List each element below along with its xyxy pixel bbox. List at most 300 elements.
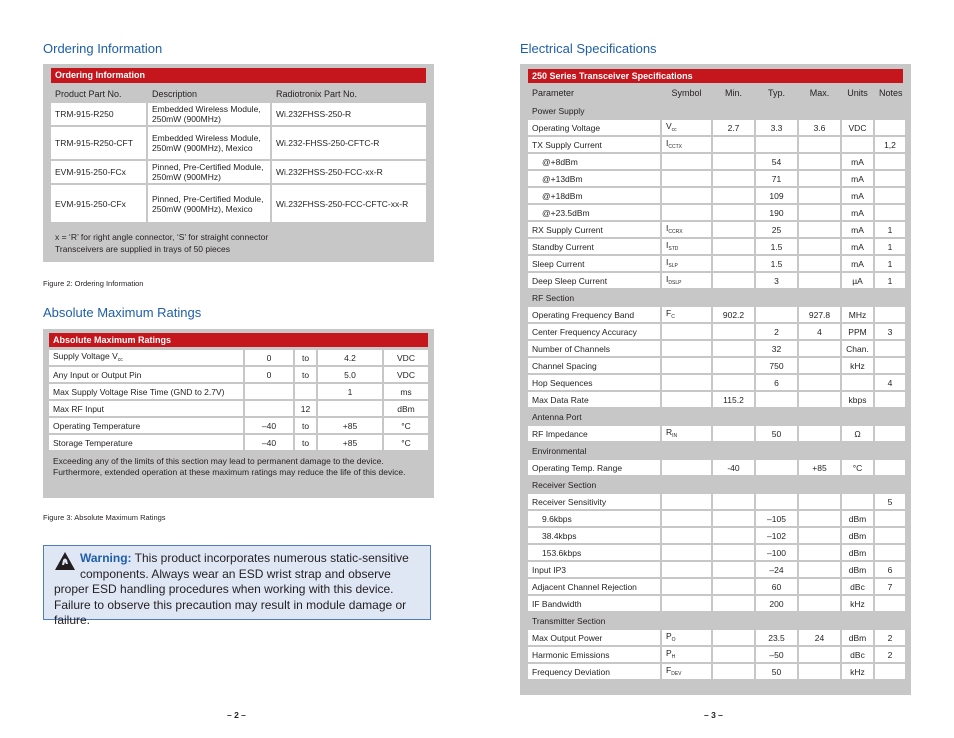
spec-min-cell: 2.7 <box>713 120 754 135</box>
spec-param-cell: @+18dBm <box>528 188 660 203</box>
spec-typ-cell: 1.5 <box>756 256 797 271</box>
spec-max-cell <box>799 528 840 543</box>
spec-notes-cell: 1,2 <box>875 137 905 152</box>
spec-max-cell <box>799 647 840 662</box>
spec-max-cell <box>799 358 840 373</box>
spec-min-cell <box>713 324 754 339</box>
spec-min-cell <box>713 545 754 560</box>
absmax-param-cell <box>49 367 243 382</box>
spec-max-cell <box>799 341 840 356</box>
symbol-cell <box>662 562 711 577</box>
spec-section-row <box>528 103 905 118</box>
spec-min-cell <box>713 528 754 543</box>
symbol-text: F <box>666 307 672 318</box>
spec-max-cell <box>799 426 840 441</box>
symbol-cell <box>662 256 711 271</box>
symbol-cell <box>662 154 711 169</box>
spec-min-cell <box>713 154 754 169</box>
spec-header-cell: Typ. <box>767 88 785 98</box>
absmax-param-text: Supply Voltage V <box>53 350 118 361</box>
ordering-table <box>49 84 428 224</box>
spec-section-row <box>528 443 905 458</box>
spec-units-cell: kHz <box>842 596 873 611</box>
spec-notes-cell: 7 <box>875 579 905 594</box>
spec-typ-cell: 1.5 <box>756 239 797 254</box>
spec-typ-cell: 6 <box>756 375 797 390</box>
absmax-to-cell <box>295 384 316 399</box>
spec-section-label: Environmental <box>532 445 587 456</box>
ordering-cell: Wi.232FHSS-250-FCC-CFTC-xx-R <box>272 185 426 222</box>
symbol-subscript: C <box>671 313 675 320</box>
absmax-row <box>49 401 428 416</box>
absmax-min-cell <box>245 384 293 399</box>
spec-param-cell: 153.6kbps <box>528 545 660 560</box>
spec-notes-cell: 3 <box>875 324 905 339</box>
spec-row <box>528 239 905 254</box>
spec-min-cell <box>713 273 754 288</box>
spec-param-cell: Sleep Current <box>528 256 660 271</box>
spec-row <box>528 545 905 560</box>
spec-max-cell: 4 <box>799 324 840 339</box>
spec-max-cell <box>799 273 840 288</box>
spec-row <box>528 205 905 220</box>
absmax-unit-cell: °C <box>384 435 428 450</box>
spec-param-cell: @+8dBm <box>528 154 660 169</box>
absmax-param-text: Any Input or Output Pin <box>53 369 142 380</box>
spec-notes-cell: 1 <box>875 256 905 271</box>
spec-max-cell <box>799 205 840 220</box>
spec-row <box>528 460 905 475</box>
symbol-subscript: SLP <box>668 262 678 269</box>
spec-max-cell <box>799 222 840 237</box>
spec-param-cell: 9.6kbps <box>528 511 660 526</box>
spec-max-cell <box>799 171 840 186</box>
spec-units-cell: Ω <box>842 426 873 441</box>
spec-param-cell: Center Frequency Accuracy <box>528 324 660 339</box>
spec-param-cell: RX Supply Current <box>528 222 660 237</box>
spec-max-cell <box>799 494 840 509</box>
spec-units-cell <box>842 494 873 509</box>
absmax-unit-cell: dBm <box>384 401 428 416</box>
spec-max-cell <box>799 392 840 407</box>
spec-units-cell: mA <box>842 154 873 169</box>
spec-notes-cell <box>875 154 905 169</box>
absmax-max-cell <box>318 401 382 416</box>
spec-typ-cell <box>756 307 797 322</box>
symbol-cell <box>662 460 711 475</box>
absmax-to-cell: 12 <box>295 401 316 416</box>
spec-row <box>528 137 905 152</box>
spec-min-cell <box>713 358 754 373</box>
spec-notes-cell <box>875 460 905 475</box>
spec-row <box>528 596 905 611</box>
spec-header-cell: Symbol <box>671 88 702 98</box>
absmax-param-cell <box>49 435 243 450</box>
symbol-cell <box>662 494 711 509</box>
spec-max-cell <box>799 545 840 560</box>
spec-param-cell: Hop Sequences <box>528 375 660 390</box>
absmax-row <box>49 367 428 382</box>
spec-param-cell: Receiver Sensitivity <box>528 494 660 509</box>
spec-notes-cell <box>875 188 905 203</box>
spec-param-cell: Standby Current <box>528 239 660 254</box>
ordering-cell: Embedded Wireless Module, 250mW (900MHz), Mexico <box>148 127 270 159</box>
ordering-header-cell: Description <box>152 88 198 99</box>
spec-notes-cell: 2 <box>875 647 905 662</box>
absmax-max-cell: +85 <box>318 418 382 433</box>
spec-header-cell: Notes <box>879 88 903 98</box>
absmax-title: Absolute Maximum Ratings <box>43 305 202 320</box>
symbol-cell <box>662 324 711 339</box>
absmax-table-box <box>43 329 434 498</box>
ordering-row <box>51 127 426 159</box>
spec-param-cell: Number of Channels <box>528 341 660 356</box>
spec-units-cell: dBc <box>842 579 873 594</box>
spec-min-cell <box>713 137 754 152</box>
absmax-unit-cell: ms <box>384 384 428 399</box>
absmax-param-text: Storage Temperature <box>53 437 133 448</box>
spec-typ-cell: 190 <box>756 205 797 220</box>
spec-typ-cell: –102 <box>756 528 797 543</box>
spec-notes-cell <box>875 120 905 135</box>
absmax-param-subscript: cc <box>117 356 123 363</box>
spec-notes-cell <box>875 358 905 373</box>
spec-section-label: Receiver Section <box>532 479 597 490</box>
spec-typ-cell: 109 <box>756 188 797 203</box>
spec-notes-cell <box>875 596 905 611</box>
spec-row <box>528 256 905 271</box>
spec-min-cell <box>713 188 754 203</box>
absmax-unit-cell: VDC <box>384 350 428 365</box>
symbol-text: I <box>666 256 669 267</box>
esd-warning-box <box>43 545 431 627</box>
spec-row <box>528 188 905 203</box>
absmax-max-cell: 1 <box>318 384 382 399</box>
spec-notes-cell <box>875 307 905 322</box>
spec-section-label: RF Section <box>532 292 575 303</box>
spec-param-cell: Max Data Rate <box>528 392 660 407</box>
spec-notes-cell: 1 <box>875 222 905 237</box>
symbol-subscript: DSLP <box>668 279 682 286</box>
spec-param-cell: @+13dBm <box>528 171 660 186</box>
figure-3-caption: Figure 3: Absolute Maximum Ratings <box>43 513 166 522</box>
spec-units-cell: kHz <box>842 358 873 373</box>
spec-section-label: Transmitter Section <box>532 615 606 626</box>
absmax-min-cell: –40 <box>245 435 293 450</box>
symbol-subscript: CCRX <box>668 228 683 235</box>
spec-min-cell <box>713 647 754 662</box>
spec-min-cell <box>713 222 754 237</box>
ordering-header-cell: Product Part No. <box>55 88 122 99</box>
spec-notes-cell: 2 <box>875 630 905 645</box>
symbol-subscript: DEV <box>671 670 682 677</box>
spec-typ-cell: 3 <box>756 273 797 288</box>
ordering-note-1: x = ‘R’ for right angle connector, ‘S’ for straight connector <box>55 232 269 242</box>
electrical-spec-title: Electrical Specifications <box>520 41 657 56</box>
spec-param-cell: Operating Temp. Range <box>528 460 660 475</box>
absmax-min-cell: –40 <box>245 418 293 433</box>
spec-max-cell <box>799 596 840 611</box>
absmax-row <box>49 350 428 365</box>
spec-min-cell: 902.2 <box>713 307 754 322</box>
spec-row <box>528 273 905 288</box>
spec-min-cell <box>713 596 754 611</box>
spec-notes-cell <box>875 392 905 407</box>
spec-section-row <box>528 613 905 628</box>
symbol-cell <box>662 375 711 390</box>
spec-typ-cell: 25 <box>756 222 797 237</box>
spec-max-cell: +85 <box>799 460 840 475</box>
ordering-header-cell: Radiotronix Part No. <box>276 88 358 99</box>
spec-typ-cell: –24 <box>756 562 797 577</box>
spec-max-cell: 24 <box>799 630 840 645</box>
ordering-cell: Pinned, Pre-Certified Module, 250mW (900MHz), Mexico <box>148 185 270 222</box>
ordering-cell: Wi.232FHSS-250-FCC-xx-R <box>272 161 426 183</box>
spec-max-cell <box>799 511 840 526</box>
spec-min-cell <box>713 239 754 254</box>
ordering-cell: EVM-915-250-FCx <box>51 161 146 183</box>
spec-min-cell <box>713 664 754 679</box>
spec-max-cell <box>799 137 840 152</box>
symbol-text: F <box>666 664 672 675</box>
spec-units-cell: dBm <box>842 511 873 526</box>
spec-units-cell: µA <box>842 273 873 288</box>
ordering-cell: TRM-915-R250-CFT <box>51 127 146 159</box>
spec-min-cell <box>713 341 754 356</box>
spec-max-cell: 927.8 <box>799 307 840 322</box>
absmax-param-cell <box>49 418 243 433</box>
ordering-header-row <box>51 86 426 101</box>
spec-typ-cell: 60 <box>756 579 797 594</box>
figure-2-caption: Figure 2: Ordering Information <box>43 279 144 288</box>
symbol-text: I <box>666 273 669 284</box>
symbol-subscript: O <box>671 636 676 643</box>
symbol-cell <box>662 188 711 203</box>
spec-max-cell <box>799 256 840 271</box>
symbol-text: I <box>666 222 669 233</box>
symbol-cell <box>662 528 711 543</box>
spec-param-cell: Operating Voltage <box>528 120 660 135</box>
absmax-param-cell <box>49 350 243 365</box>
page-number-left: – 2 – <box>227 710 246 720</box>
spec-typ-cell: 750 <box>756 358 797 373</box>
spec-typ-cell: 71 <box>756 171 797 186</box>
absmax-to-cell: to <box>295 367 316 382</box>
spec-row <box>528 511 905 526</box>
spec-min-cell <box>713 426 754 441</box>
spec-max-cell <box>799 579 840 594</box>
symbol-text: I <box>666 239 669 250</box>
spec-min-cell <box>713 375 754 390</box>
spec-units-cell: PPM <box>842 324 873 339</box>
spec-notes-cell <box>875 511 905 526</box>
symbol-text: R <box>666 426 673 437</box>
spec-param-cell: RF Impedance <box>528 426 660 441</box>
spec-min-cell <box>713 494 754 509</box>
spec-param-cell: Channel Spacing <box>528 358 660 373</box>
spec-row <box>528 494 905 509</box>
spec-notes-cell <box>875 664 905 679</box>
spec-min-cell <box>713 171 754 186</box>
absmax-to-cell: to <box>295 435 316 450</box>
symbol-cell <box>662 596 711 611</box>
spec-row <box>528 324 905 339</box>
spec-max-cell <box>799 664 840 679</box>
spec-typ-cell: 50 <box>756 664 797 679</box>
absmax-param-cell <box>49 384 243 399</box>
spec-min-cell: -40 <box>713 460 754 475</box>
spec-min-cell <box>713 630 754 645</box>
absmax-max-cell: 5.0 <box>318 367 382 382</box>
spec-max-cell <box>799 562 840 577</box>
spec-row <box>528 341 905 356</box>
symbol-cell <box>662 239 711 254</box>
spec-param-cell: Deep Sleep Current <box>528 273 660 288</box>
spec-section-row <box>528 290 905 305</box>
ordering-cell: Wi.232-FHSS-250-CFTC-R <box>272 127 426 159</box>
absmax-param-text: Max Supply Voltage Rise Time (GND to 2.7V) <box>53 386 225 397</box>
spec-row <box>528 120 905 135</box>
spec-units-cell: °C <box>842 460 873 475</box>
spec-table-box <box>520 64 911 695</box>
spec-row <box>528 392 905 407</box>
spec-row <box>528 358 905 373</box>
absmax-max-cell: +85 <box>318 435 382 450</box>
page-number-right: – 3 – <box>704 710 723 720</box>
ordering-row <box>51 103 426 125</box>
spec-section-label: Power Supply <box>532 105 585 116</box>
spec-param-cell: 38.4kbps <box>528 528 660 543</box>
spec-notes-cell: 1 <box>875 273 905 288</box>
spec-typ-cell: –100 <box>756 545 797 560</box>
spec-max-cell <box>799 239 840 254</box>
spec-units-cell <box>842 137 873 152</box>
warning-label: Warning: <box>80 551 132 565</box>
spec-max-cell <box>799 375 840 390</box>
spec-param-cell: IF Bandwidth <box>528 596 660 611</box>
spec-typ-cell <box>756 494 797 509</box>
spec-max-cell <box>799 188 840 203</box>
spec-typ-cell: 23.5 <box>756 630 797 645</box>
absmax-min-cell <box>245 401 293 416</box>
symbol-subscript: STD <box>668 245 679 252</box>
spec-table-title: 250 Series Transceiver Specifications <box>528 69 903 83</box>
symbol-cell <box>662 579 711 594</box>
spec-typ-cell: 3.3 <box>756 120 797 135</box>
spec-max-cell: 3.6 <box>799 120 840 135</box>
ordering-cell: EVM-915-250-CFx <box>51 185 146 222</box>
spec-units-cell: mA <box>842 205 873 220</box>
esd-warning-icon <box>54 551 76 571</box>
symbol-subscript: CCTX <box>668 143 682 150</box>
absmax-unit-cell: °C <box>384 418 428 433</box>
absmax-table-title: Absolute Maximum Ratings <box>49 333 428 347</box>
spec-row <box>528 171 905 186</box>
spec-header-cell: Max. <box>809 88 830 98</box>
absmax-to-cell: to <box>295 350 316 365</box>
spec-notes-cell <box>875 205 905 220</box>
spec-units-cell <box>842 375 873 390</box>
spec-notes-cell: 6 <box>875 562 905 577</box>
ordering-cell: Pinned, Pre-Certified Module, 250mW (900MHz) <box>148 161 270 183</box>
spec-typ-cell: –105 <box>756 511 797 526</box>
spec-min-cell <box>713 511 754 526</box>
absmax-row <box>49 384 428 399</box>
spec-typ-cell <box>756 137 797 152</box>
spec-header-cell: Parameter <box>532 88 575 98</box>
spec-notes-cell <box>875 528 905 543</box>
spec-units-cell: dBm <box>842 545 873 560</box>
spec-param-cell: Input IP3 <box>528 562 660 577</box>
spec-row <box>528 154 905 169</box>
spec-units-cell: dBm <box>842 562 873 577</box>
ordering-cell: Wi.232FHSS-250-R <box>272 103 426 125</box>
spec-param-cell: Harmonic Emissions <box>528 647 660 662</box>
symbol-subscript: cc <box>671 126 677 133</box>
ordering-table-box <box>43 64 434 262</box>
absmax-min-cell: 0 <box>245 350 293 365</box>
spec-row <box>528 375 905 390</box>
symbol-text: P <box>666 647 672 658</box>
symbol-cell <box>662 222 711 237</box>
spec-typ-cell: 50 <box>756 426 797 441</box>
spec-typ-cell: 2 <box>756 324 797 339</box>
absmax-param-cell <box>49 401 243 416</box>
spec-units-cell: dBm <box>842 528 873 543</box>
spec-min-cell <box>713 256 754 271</box>
symbol-subscript: IN <box>672 432 678 439</box>
spec-units-cell: dBc <box>842 647 873 662</box>
spec-notes-cell <box>875 341 905 356</box>
symbol-cell <box>662 647 711 662</box>
spec-row <box>528 222 905 237</box>
spec-typ-cell <box>756 392 797 407</box>
spec-notes-cell: 1 <box>875 239 905 254</box>
symbol-cell <box>662 511 711 526</box>
spec-section-label: Antenna Port <box>532 411 582 422</box>
symbol-cell <box>662 307 711 322</box>
spec-units-cell: kbps <box>842 392 873 407</box>
symbol-text: P <box>666 630 672 641</box>
spec-typ-cell <box>756 460 797 475</box>
symbol-cell <box>662 392 711 407</box>
absmax-table <box>47 348 430 452</box>
spec-param-cell: Operating Frequency Band <box>528 307 660 322</box>
spec-row <box>528 562 905 577</box>
spec-notes-cell: 5 <box>875 494 905 509</box>
absmax-note: Exceeding any of the limits of this section may lead to permanent damage to the device. Furthermore, extended operation at these maximum ratings may reduce the life of this device. <box>53 456 406 477</box>
spec-row <box>528 630 905 645</box>
symbol-text: V <box>666 120 672 131</box>
spec-units-cell: kHz <box>842 664 873 679</box>
spec-header-cell: Units <box>847 88 868 98</box>
spec-param-cell: Adjacent Channel Rejection <box>528 579 660 594</box>
spec-row <box>528 664 905 679</box>
ordering-title: Ordering Information <box>43 41 163 56</box>
spec-row <box>528 528 905 543</box>
spec-typ-cell: 200 <box>756 596 797 611</box>
spec-min-cell <box>713 205 754 220</box>
spec-param-cell: Frequency Deviation <box>528 664 660 679</box>
absmax-to-cell: to <box>295 418 316 433</box>
spec-units-cell: mA <box>842 171 873 186</box>
spec-units-cell: Chan. <box>842 341 873 356</box>
symbol-subscript: H <box>671 653 676 660</box>
spec-row <box>528 647 905 662</box>
symbol-cell <box>662 358 711 373</box>
symbol-cell <box>662 545 711 560</box>
spec-header-row <box>528 85 905 101</box>
